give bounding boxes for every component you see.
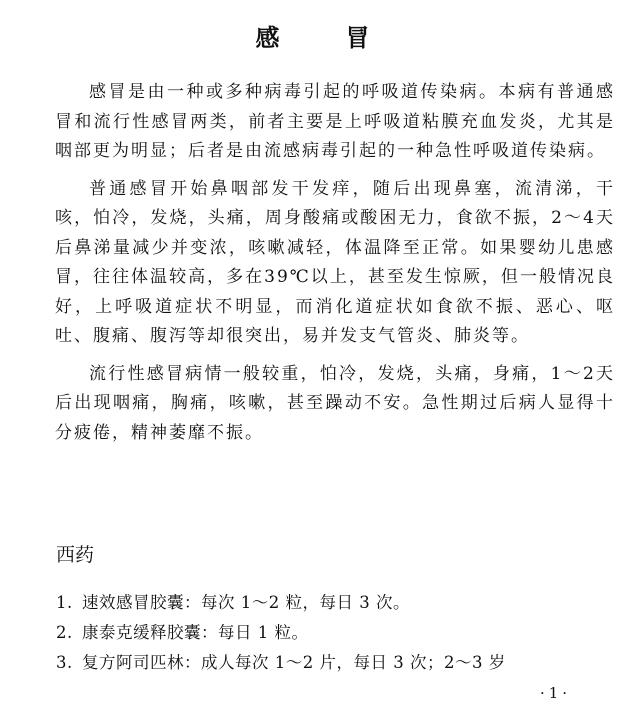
item-number: 1. <box>56 593 73 612</box>
drug-dose: ：每日 1 粒。 <box>201 623 309 642</box>
paragraph-influenza: 流行性感冒病情一般较重，怕冷，发烧，头痛，身痛，1～2天后出现咽痛，胸痛，咳嗽，甚至躁动不安。急性期过后病人显得十分疲倦，精神萎靡不振。 <box>55 363 615 443</box>
drug-dose: ：成人每次 1～2 片，每日 3 次；2～3 岁 <box>184 653 506 672</box>
paragraph-common-cold: 普通感冒开始鼻咽部发干发痒，随后出现鼻塞，流清涕，干咳，怕冷，发烧，头痛，周身酸痛或酸困无力，食欲不振，2～4天后鼻涕量减少并变浓，咳嗽减轻，体温降至正常。如果婴幼儿患感冒，往往体温较高，多在39℃以上，甚至发生惊厥，但一般情况良好，上呼吸道症状不明显，而消化道症状如食欲不振、恶心、呕吐、腹痛、腹泻等却很突出，易并发支气管炎、肺炎等。 <box>55 178 615 346</box>
drug-name: 康泰克缓释胶囊 <box>82 623 201 642</box>
article-body <box>55 78 615 456</box>
section-heading: 西药 <box>56 544 95 566</box>
paragraph-intro: 感冒是由一种或多种病毒引起的呼吸道传染病。本病有普通感冒和流行性感冒两类，前者主要是上呼吸道粘膜充血发炎，尤其是咽部更为明显；后者是由流感病毒引起的一种急性呼吸道传染病。 <box>55 82 615 161</box>
drug-name: 复方阿司匹林 <box>82 653 184 672</box>
list-item <box>56 618 616 648</box>
drug-dose: ：每次 1～2 粒，每日 3 次。 <box>184 593 410 612</box>
page-title: 感冒 <box>255 24 436 52</box>
page-number: ·1· <box>540 684 572 702</box>
item-number: 2. <box>56 623 73 642</box>
item-number: 3. <box>56 653 73 672</box>
medicine-list <box>56 588 616 678</box>
drug-name: 速效感冒胶囊 <box>82 593 184 612</box>
list-item <box>56 588 616 618</box>
list-item <box>56 648 616 678</box>
